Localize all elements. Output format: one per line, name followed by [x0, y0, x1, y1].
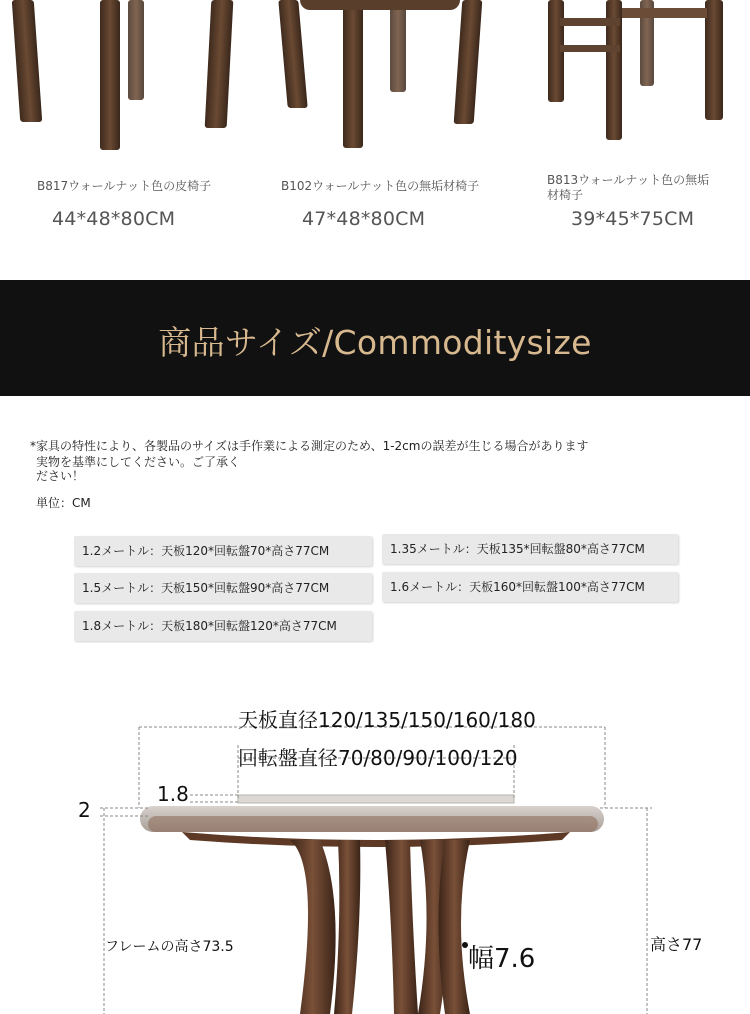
size-option-1-8m: 1.8メートル：天板180*回転盤120*高さ77CM	[74, 611, 372, 641]
turntable-thickness-label: 1.8	[157, 782, 189, 806]
section-title: 商品サイズ/Commoditysize	[158, 323, 592, 362]
section-banner	[0, 280, 750, 396]
total-height-label: 高さ77	[650, 935, 703, 954]
disclaimer-line3: ださい！	[36, 469, 85, 483]
turntable-diameter-label: 回転盤直径70/80/90/100/120	[238, 746, 518, 770]
table-dimension-diagram	[0, 690, 750, 1014]
chair-name-b813-line1: B813ウォールナット色の無垢	[547, 173, 710, 187]
chair-size-b813: 39*45*75CM	[571, 208, 695, 230]
chair-size-b817: 44*48*80CM	[52, 208, 176, 230]
frame-height-label: フレームの高さ73.5	[105, 939, 234, 955]
chair-name-b813-line2: 材椅子	[547, 188, 584, 202]
chair-photos	[0, 0, 750, 150]
table-illustration	[0, 690, 750, 1014]
unit-label: 単位：CM	[36, 496, 91, 510]
size-option-1-2m: 1.2メートル：天板120*回転盤70*高さ77CM	[74, 536, 372, 566]
top-diameter-label: 天板直径120/135/150/160/180	[238, 708, 536, 732]
disclaimer-line2: 実物を基準にしてください。ご了承く	[36, 455, 241, 469]
size-option-1-5m: 1.5メートル：天板150*回転盤90*高さ77CM	[74, 573, 372, 603]
size-option-1-6m: 1.6メートル：天板160*回転盤100*高さ77CM	[382, 572, 678, 602]
disclaimer-line1: *家具の特性により、各製品のサイズは手作業による測定のため、1-2cmの誤差が生じる場合があります	[30, 439, 589, 453]
size-option-1-35m: 1.35メートル：天板135*回転盤80*高さ77CM	[382, 534, 678, 564]
chair-size-b102: 47*48*80CM	[302, 208, 426, 230]
top-thickness-label: 2	[78, 798, 91, 822]
chair-name-b102: B102ウォールナット色の無垢材椅子	[281, 179, 480, 193]
chair-name-b817: B817ウォールナット色の皮椅子	[37, 179, 212, 193]
leg-width-label: 幅7.6	[468, 944, 536, 974]
